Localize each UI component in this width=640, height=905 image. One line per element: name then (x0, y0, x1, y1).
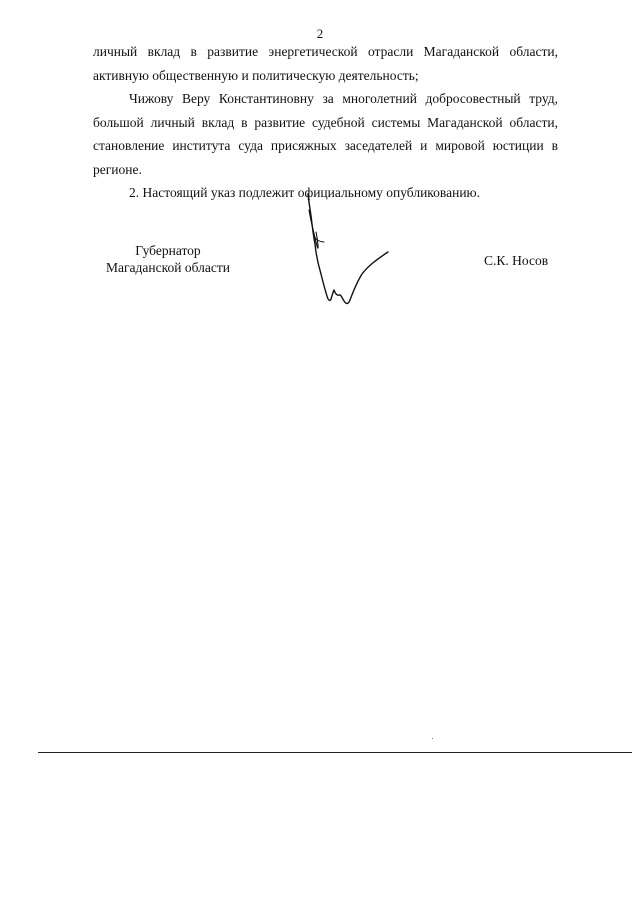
paragraph-award-chizhova: Чижову Веру Константиновну за многолетний добросовестный труд, большой личный вклад в развитие судебной системы Магаданской области, становление института суда присяжных заседателей и мировой юстиции в регионе. (93, 91, 558, 177)
signatory-title (88, 242, 248, 276)
document-body (93, 40, 558, 205)
handwritten-signature (300, 192, 400, 312)
signatory-title-line2: Магаданской области (106, 260, 230, 275)
paragraph-continuation: личный вклад в развитие энергетической отрасли Магаданской области, активную общественную и политическую деятельность; (93, 44, 558, 83)
page-number: 2 (316, 26, 324, 41)
signatory-name: С.К. Носов (484, 253, 549, 268)
signatory-title-line1: Губернатор (135, 243, 201, 258)
bottom-divider-line (38, 752, 632, 753)
scan-speck (432, 738, 433, 739)
paragraph-publication: 2. Настоящий указ подлежит официальному опубликованию. (129, 185, 481, 200)
